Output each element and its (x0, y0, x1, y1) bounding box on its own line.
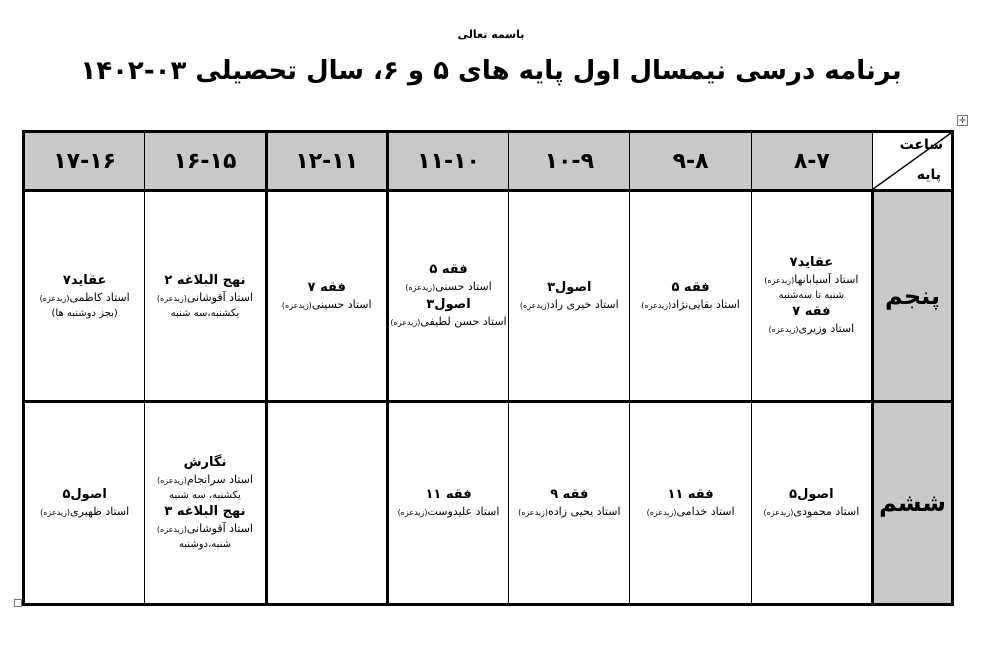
schedule-cell (630, 402, 751, 605)
schedule-cell (387, 402, 508, 605)
teacher-name: استاد آقوشانی (186, 522, 253, 535)
time-slot-header: ۱۱-۱۰ (387, 132, 508, 191)
honorific-note: (زیدعزه) (397, 507, 428, 517)
schedule-table (22, 130, 954, 606)
subject-name: نگارش (183, 455, 227, 470)
schedule-cell (509, 191, 630, 402)
teacher-line (25, 504, 144, 521)
honorific-note: (زیدعزه) (156, 476, 187, 485)
subject-name: فقه ۵ (429, 262, 468, 277)
teacher-name: استاد علیدوست (427, 504, 500, 518)
teacher-name: استاد حسینی (311, 297, 372, 311)
grade-label-cell: پنجم (873, 191, 953, 402)
schedule-cell (266, 191, 387, 402)
teacher-name: استاد آقوشانی (186, 290, 253, 304)
teacher-line (145, 290, 264, 307)
teacher-name: استاد یحیی زاده (548, 504, 621, 518)
honorific-note: (زیدعزه) (390, 318, 421, 327)
subject-name: فقه ۱۱ (667, 486, 714, 502)
teacher-name: استاد کاظمی (69, 290, 130, 304)
honorific-note: (زیدعزه) (646, 507, 677, 517)
schedule-cell (751, 402, 872, 605)
teacher-line (509, 297, 629, 314)
teacher-line (509, 504, 629, 521)
subject-name: اصول۵ (789, 486, 834, 502)
class-days: (بجز دوشنبه ها) (51, 307, 118, 319)
teacher-line (630, 504, 750, 521)
invocation-text: باسمه تعالی (457, 28, 525, 41)
time-slot-header: ۱۶-۱۵ (145, 132, 266, 191)
page-title: برنامه درسی نیمسال اول پایه های ۵ و ۶، سال تحصیلی ۰۳-۱۴۰۲ (80, 56, 902, 86)
teacher-name: استاد وزیری (798, 322, 855, 335)
teacher-name: استاد خدامی (676, 504, 735, 518)
teacher-line (145, 521, 264, 538)
grade-row-6 (24, 402, 953, 605)
honorific-note: (زیدعزه) (281, 300, 312, 310)
teacher-name: استاد حسن لطیفی (420, 315, 507, 328)
grade-axis-label: پایه (916, 167, 941, 183)
teacher-name: استاد آسیابانها (794, 273, 859, 286)
teacher-line (752, 321, 871, 338)
time-slot-header: ۹-۸ (630, 132, 751, 191)
time-slot-header: ۱۷-۱۶ (24, 132, 145, 191)
teacher-line (389, 314, 508, 331)
honorific-note: (زیدعزه) (768, 325, 799, 334)
class-days: شنبه،دوشنبه (178, 539, 231, 550)
honorific-note: (زیدعزه) (518, 507, 548, 517)
teacher-line (752, 272, 871, 289)
corner-header-cell (873, 132, 953, 191)
schedule-cell (387, 191, 508, 402)
subject-name: عقاید۷ (62, 272, 107, 288)
teacher-name: استاد محمودی (793, 504, 860, 518)
class-days: یکشنبه، سه شنبه (169, 490, 241, 501)
teacher-name: استاد حسنی (435, 280, 492, 293)
subject-name: نهج البلاغه ۲ (164, 272, 246, 288)
teacher-line (389, 279, 508, 296)
teacher-name: استاد خیری راد (549, 297, 619, 311)
honorific-note: (زیدعزه) (641, 300, 672, 310)
time-slot-header: ۸-۷ (751, 132, 872, 191)
teacher-name: استاد بقایی‌نژاد (671, 297, 740, 311)
teacher-line (268, 297, 386, 314)
honorific-note: (زیدعزه) (40, 507, 71, 517)
subject-name: اصول۳ (547, 279, 592, 295)
subject-name: فقه ۱۱ (425, 486, 472, 502)
honorific-note: (زیدعزه) (519, 300, 550, 310)
schedule-cell (509, 402, 630, 605)
teacher-name: استاد ظهیری (70, 504, 130, 518)
hour-axis-label: ساعت (899, 137, 943, 153)
honorific-note: (زیدعزه) (39, 293, 70, 303)
subject-name: فقه ۷ (307, 279, 346, 295)
teacher-name: استاد سرانجام (186, 473, 253, 486)
honorific-note: (زیدعزه) (763, 507, 794, 517)
schedule-cell (630, 191, 751, 402)
time-header-row (24, 132, 953, 191)
grade-label-cell: ششم (873, 402, 953, 605)
time-slot-header: ۱۲-۱۱ (266, 132, 387, 191)
class-days: شنبه تا سه‌شنبه (778, 290, 845, 301)
honorific-note: (زیدعزه) (156, 525, 187, 534)
honorific-note: (زیدعزه) (405, 283, 436, 292)
class-days: یکشنبه،سه شنبه (170, 307, 240, 319)
teacher-line (752, 504, 871, 521)
honorific-note: (زیدعزه) (764, 276, 795, 285)
subject-name: فقه ۷ (792, 304, 831, 319)
teacher-line (145, 472, 264, 489)
schedule-cell (24, 191, 145, 402)
subject-name: اصول۵ (62, 486, 107, 502)
subject-name: نهج البلاغه ۳ (164, 504, 246, 519)
subject-name: اصول۳ (426, 297, 471, 312)
schedule-cell (24, 402, 145, 605)
subject-name: فقه ۵ (671, 279, 710, 295)
schedule-cell (145, 191, 266, 402)
subject-name: عقاید۷ (789, 255, 834, 270)
table-resize-handle[interactable] (14, 599, 22, 607)
grade-row-5 (24, 191, 953, 402)
teacher-line (630, 297, 750, 314)
schedule-cell (266, 402, 387, 605)
teacher-line (25, 290, 144, 307)
subject-name: فقه ۹ (550, 486, 589, 502)
schedule-cell (145, 402, 266, 605)
time-slot-header: ۱۰-۹ (509, 132, 630, 191)
honorific-note: (زیدعزه) (156, 293, 187, 303)
teacher-line (389, 504, 508, 521)
table-move-handle-icon[interactable]: ✛ (957, 115, 968, 126)
schedule-cell (751, 191, 872, 402)
